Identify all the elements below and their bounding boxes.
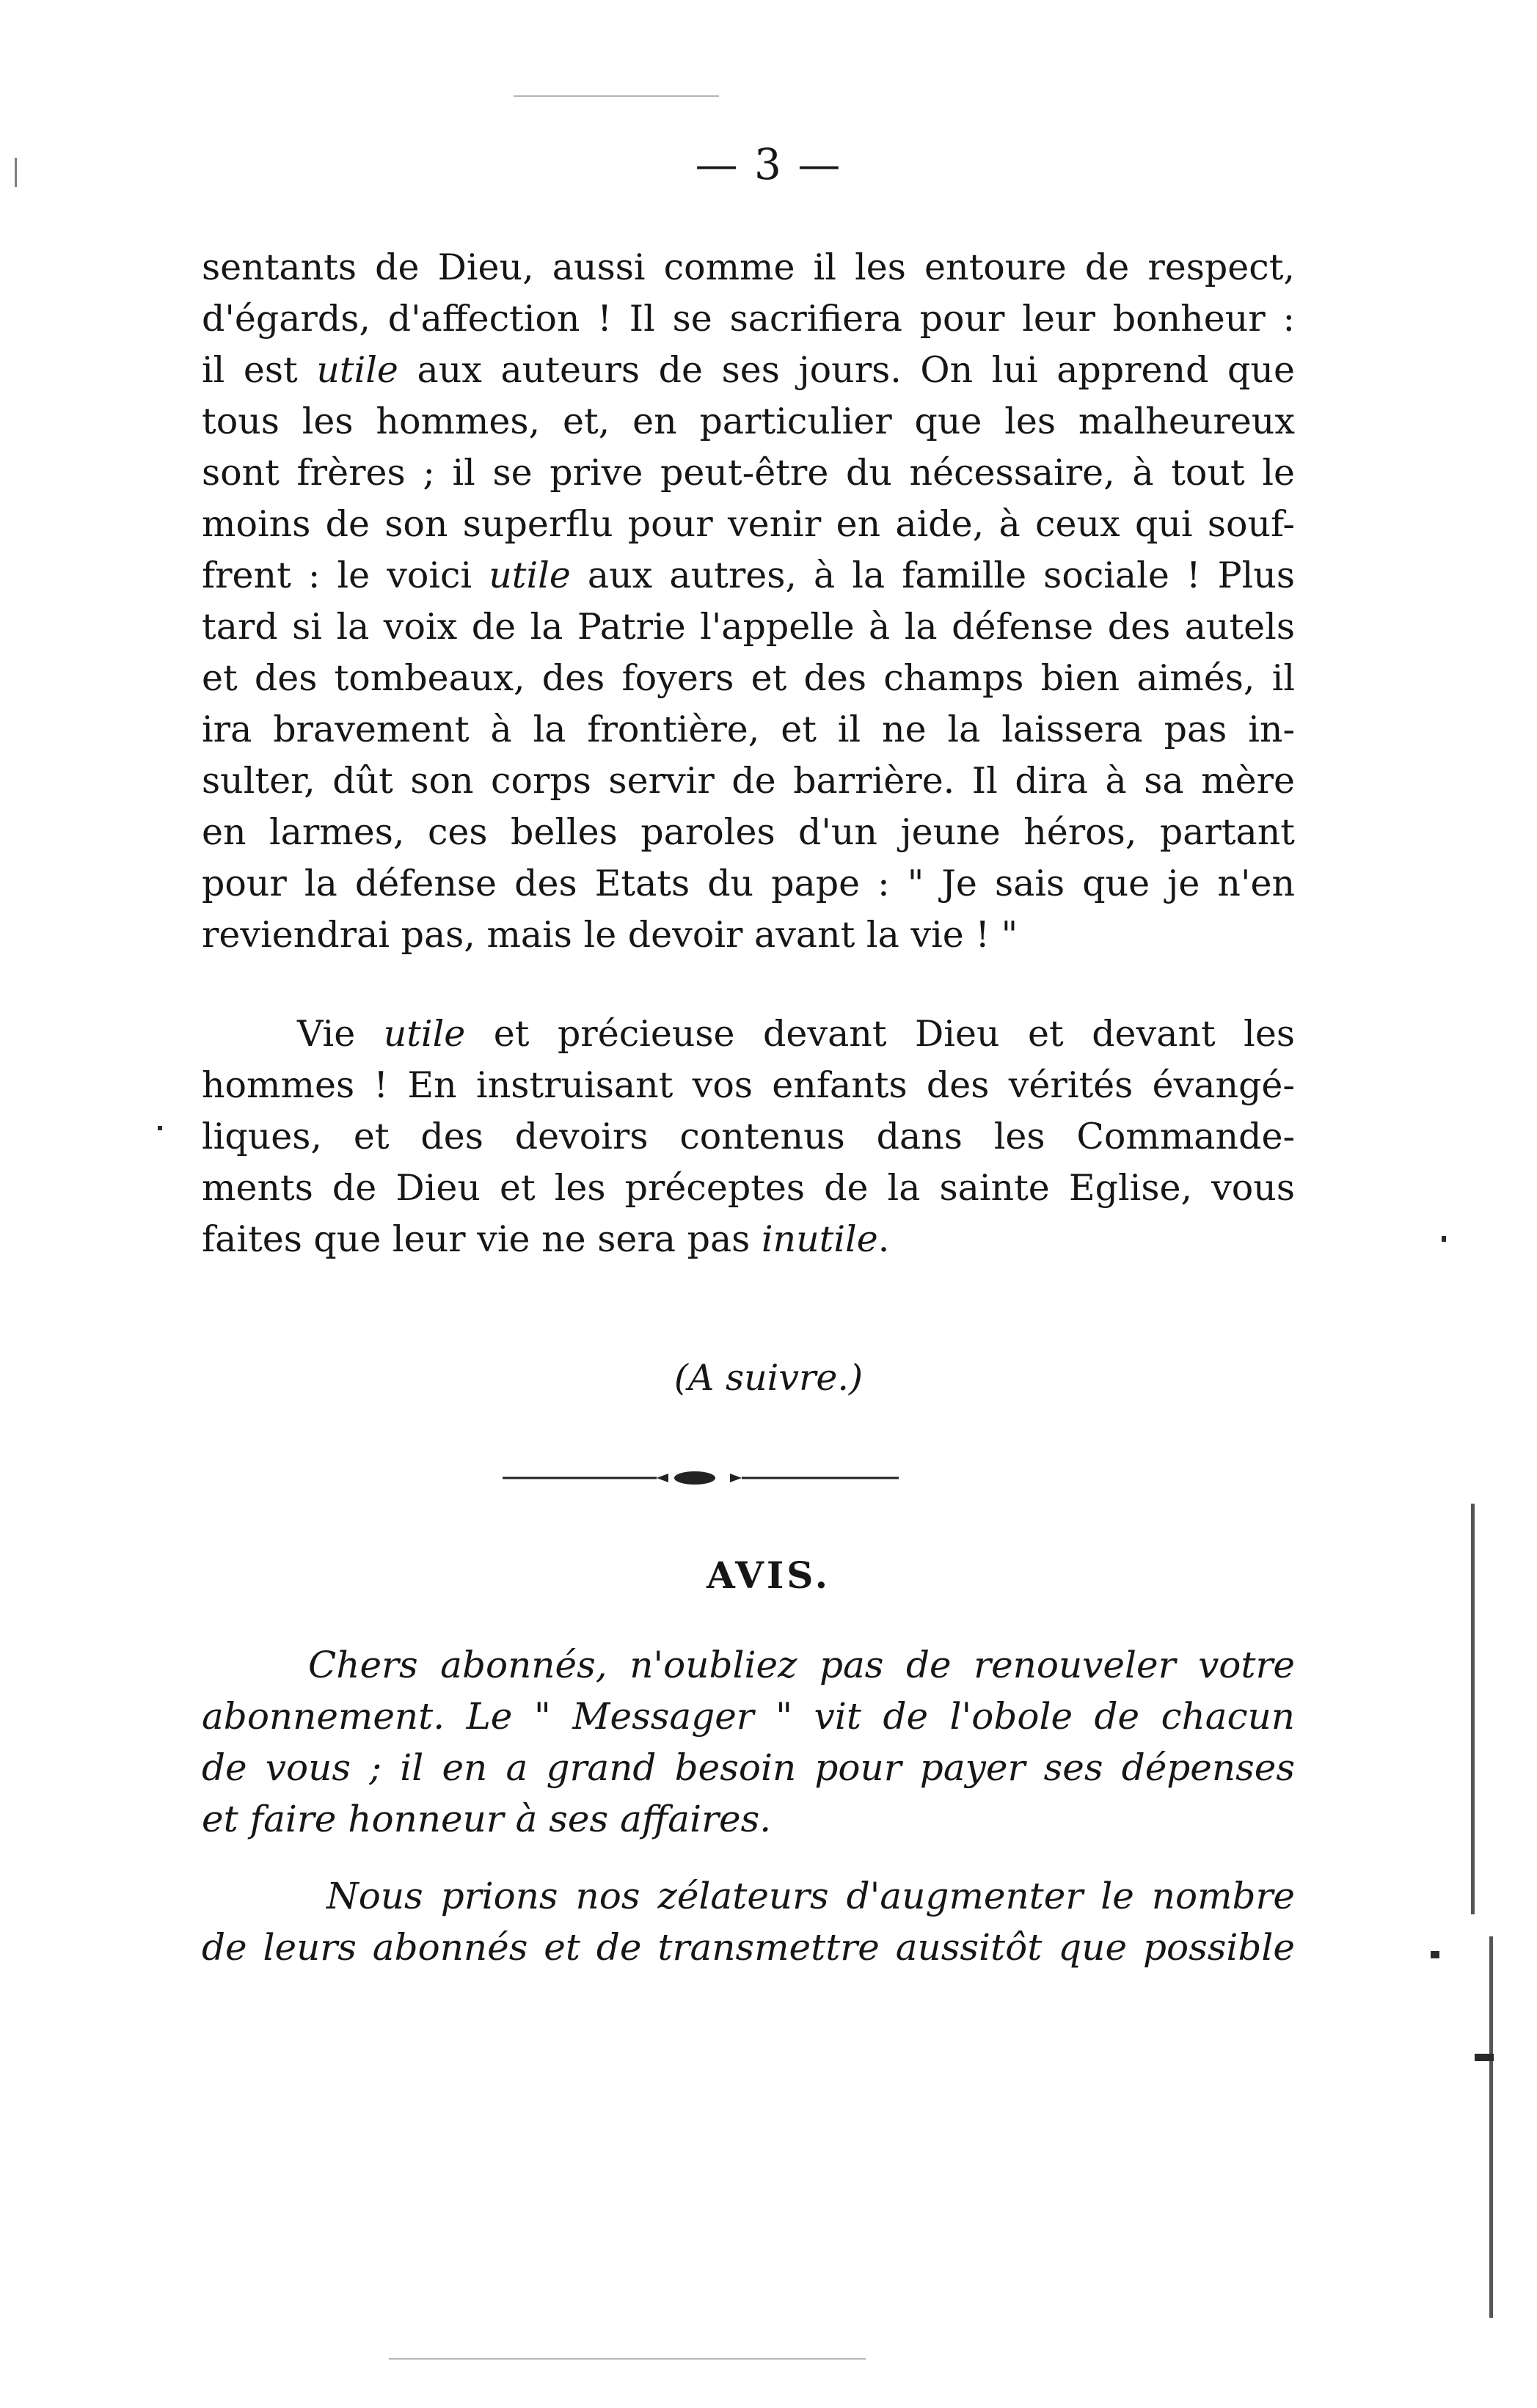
text-line: ira bravement à la frontière, et il ne la laissera pas in- bbox=[202, 709, 1295, 750]
text-line: liques, et des devoirs contenus dans les Commande- bbox=[202, 1116, 1295, 1157]
text-line: ments de Dieu et les préceptes de la sainte Eglise, vous bbox=[202, 1167, 1295, 1209]
text-line: en larmes, ces belles paroles d'un jeune héros, partant bbox=[202, 811, 1295, 853]
scan-edge-line bbox=[1471, 1504, 1475, 1914]
notice-line: de vous ; il en a grand besoin pour payer ses dépenses bbox=[202, 1746, 1295, 1789]
text-line: hommes ! En instruisant vos enfants des vérités évangé- bbox=[202, 1064, 1295, 1106]
text-run: . bbox=[877, 1218, 890, 1260]
text-line bbox=[202, 1214, 1295, 1265]
text-line: pour la défense des Etats du pape : " Je sais que je n'en bbox=[202, 863, 1295, 904]
text-line: sulter, dût son corps servir de barrière. Il dira à sa mère bbox=[202, 760, 1295, 802]
emphasis-utile: utile bbox=[316, 349, 398, 391]
scan-speck bbox=[158, 1126, 162, 1130]
a-suivre-note: (A suivre.) bbox=[673, 1357, 864, 1399]
text-line: reviendrai pas, mais le devoir avant la vie ! " bbox=[202, 914, 1018, 956]
text-line: sont frères ; il se prive peut-être du nécessaire, à tout le bbox=[202, 452, 1295, 494]
section-divider-ornament bbox=[503, 1467, 899, 1489]
text-run: il est bbox=[202, 349, 317, 391]
text-run: faites que leur vie ne sera pas bbox=[202, 1218, 762, 1260]
text-run: aux auteurs de ses jours. On lui apprend que bbox=[398, 349, 1295, 391]
text-line: d'égards, d'affection ! Il se sacrifiera pour leur bonheur : bbox=[202, 298, 1295, 340]
scan-edge-line bbox=[1489, 1936, 1493, 2318]
notice-line: de leurs abonnés et de transmettre aussitôt que possible bbox=[202, 1926, 1295, 1969]
text-run: aux autres, à la famille sociale ! Plus bbox=[570, 555, 1295, 596]
text-line: tard si la voix de la Patrie l'appelle à la défense des autels bbox=[202, 606, 1295, 648]
notice-line: Nous prions nos zélateurs d'augmenter le nombre bbox=[326, 1875, 1295, 1917]
scan-speck bbox=[1475, 2054, 1494, 2061]
scan-edge-line bbox=[514, 95, 719, 97]
scan-speck bbox=[1431, 1951, 1439, 1958]
emphasis-utile: utile bbox=[489, 555, 571, 596]
text-run: frent : le voici bbox=[202, 555, 489, 596]
emphasis-utile: utile bbox=[383, 1013, 466, 1055]
notice-line: abonnement. Le " Messager " vit de l'obole de chacun bbox=[202, 1695, 1295, 1738]
scan-speck bbox=[1442, 1236, 1446, 1242]
emphasis-inutile: inutile bbox=[761, 1218, 878, 1260]
text-line: sentants de Dieu, aussi comme il les entoure de respect, bbox=[202, 246, 1295, 288]
text-line bbox=[202, 550, 1295, 601]
notice-line: Chers abonnés, n'oubliez pas de renouveler votre bbox=[308, 1644, 1295, 1686]
notice-line: et faire honneur à ses affaires. bbox=[202, 1798, 772, 1840]
scan-edge-line bbox=[389, 2358, 866, 2360]
text-line: et des tombeaux, des foyers et des champs bien aimés, il bbox=[202, 657, 1295, 699]
text-line: moins de son superflu pour venir en aide, à ceux qui souf- bbox=[202, 503, 1295, 545]
page-number: — 3 — bbox=[695, 139, 842, 189]
text-line: tous les hommes, et, en particulier que les malheureux bbox=[202, 400, 1295, 442]
scan-edge-line bbox=[15, 158, 17, 187]
avis-heading: AVIS. bbox=[706, 1554, 831, 1597]
text-line bbox=[297, 1009, 1295, 1060]
text-run: Vie bbox=[297, 1013, 384, 1055]
text-line bbox=[202, 345, 1295, 396]
text-run: et précieuse devant Dieu et devant les bbox=[465, 1013, 1295, 1055]
